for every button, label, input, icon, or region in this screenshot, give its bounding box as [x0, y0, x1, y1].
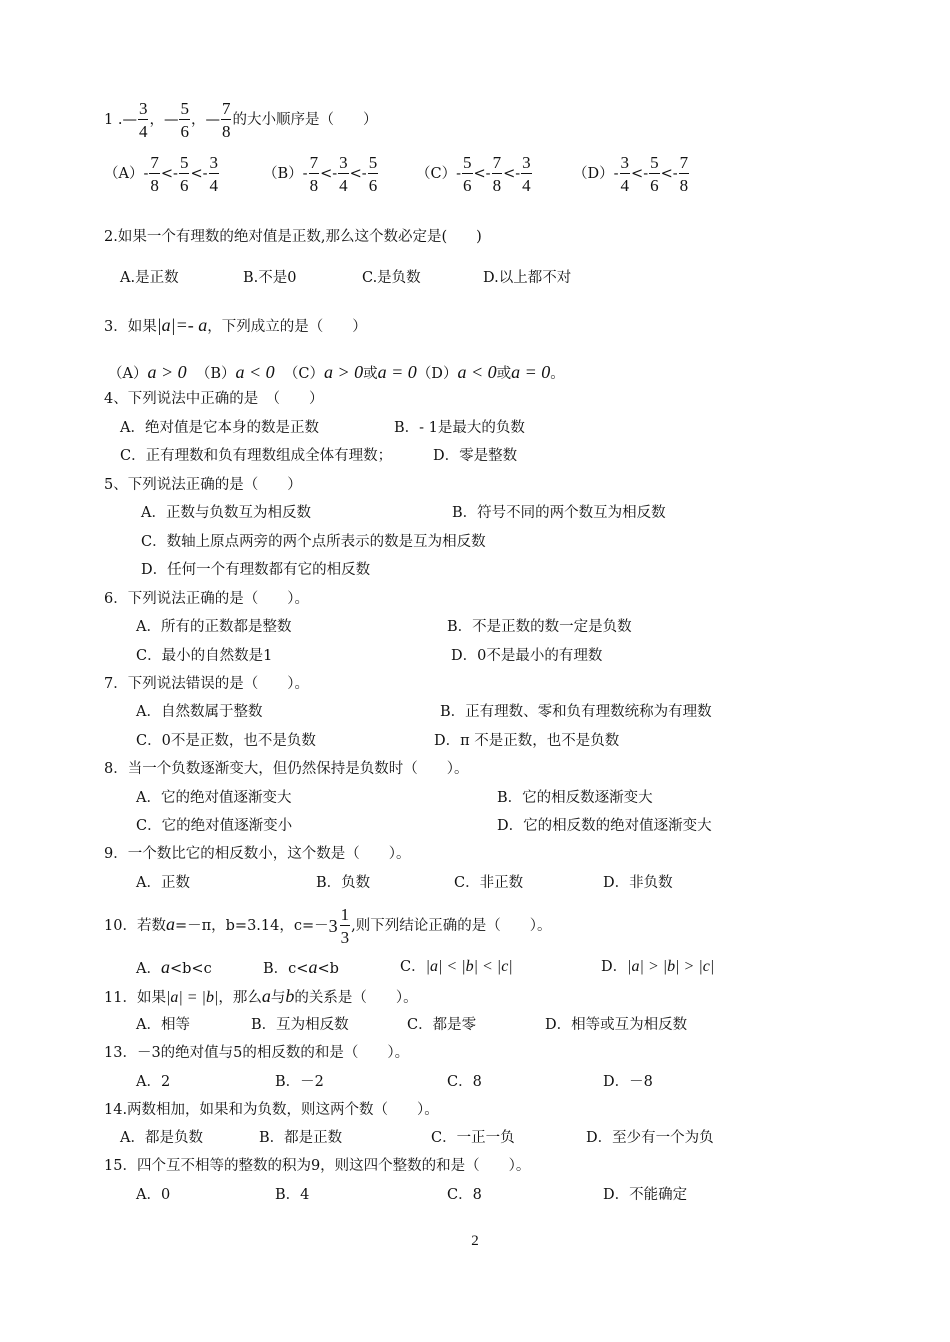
question-13-option-b: B．－2	[275, 1074, 324, 1090]
question-4-stem: 4、下列说法中正确的是 （ ）	[104, 391, 324, 407]
question-8-stem: 8．当一个负数逐渐变大，但仍然保持是负数时（ ）。	[104, 761, 469, 777]
question-6-option-a: A．所有的正数都是整数	[136, 619, 292, 635]
question-11-option-c: C．都是零	[407, 1017, 477, 1033]
question-11-option-b: B．互为相反数	[251, 1017, 349, 1033]
page-number: 2	[471, 1233, 479, 1249]
question-5-option-d: D．任何一个有理数都有它的相反数	[141, 562, 371, 578]
question-15-option-a: A．0	[136, 1187, 171, 1203]
question-5-option-a: A．正数与负数互为相反数	[141, 505, 311, 521]
question-14-option-b: B．都是正数	[259, 1130, 343, 1146]
question-9-stem: 9．一个数比它的相反数小，这个数是（ ）。	[104, 846, 411, 862]
question-14-stem: 14.两数相加，如果和为负数，则这两个数（ ）。	[104, 1102, 439, 1118]
question-4-option-d: D．零是整数	[433, 448, 518, 464]
question-8-option-a: A．它的绝对值逐渐变大	[136, 790, 292, 806]
question-4-option-b: B．- 1是最大的负数	[394, 420, 525, 436]
question-14-option-c: C．一正一负	[431, 1130, 515, 1146]
question-5-option-b: B．符号不同的两个数互为相反数	[452, 505, 666, 521]
question-2-option-a: A.是正数	[120, 270, 179, 286]
question-10-option-a: A．a<b<c	[136, 957, 212, 977]
question-10-option-c: C．|a| < |b| < |c|	[400, 958, 513, 975]
question-2-stem: 2.如果一个有理数的绝对值是正数,那么这个数必定是( )	[104, 229, 482, 245]
question-8-option-b: B．它的相反数逐渐变大	[497, 790, 653, 806]
question-11-stem: 11．如果|a| = |b|，那么a与b的关系是（ ）。	[104, 986, 418, 1006]
question-14-option-a: A．都是负数	[120, 1130, 203, 1146]
question-3-options: （A）a > 0 （B）a < 0 （C）a > 0或a = 0（D）a < 0或a = 0。	[108, 362, 565, 382]
question-7-option-a: A．自然数属于整数	[136, 704, 263, 720]
question-8-option-d: D．它的相反数的绝对值逐渐变大	[497, 818, 712, 834]
question-10-option-b: B．c<a<b	[263, 957, 339, 977]
question-13-option-a: A．2	[136, 1074, 171, 1090]
question-7-option-d: D．π 不是正数，也不是负数	[434, 733, 620, 749]
question-7-option-b: B．正有理数、零和负有理数统称为有理数	[440, 704, 712, 720]
question-2-option-b: B.不是0	[243, 270, 297, 286]
question-5-option-c: C．数轴上原点两旁的两个点所表示的数是互为相反数	[141, 534, 486, 550]
question-9-option-d: D．非负数	[603, 875, 673, 891]
question-1-option-b: （B）- $\frac{7}{8}$ <- $\frac{3}{4}$ <- $\frac{5}{6}$	[263, 153, 378, 195]
question-15-option-d: D．不能确定	[603, 1187, 688, 1203]
question-1-stem: 1 .— $\frac{3}{4}$ ，— $\frac{5}{6}$ ，— $\frac{7}{8}$ 的大小顺序是（ ）	[104, 99, 378, 141]
question-15-option-b: B．4	[275, 1187, 310, 1203]
question-15-option-c: C．8	[447, 1187, 482, 1203]
question-13-stem: 13．－3的绝对值与5的相反数的和是（ ）。	[104, 1045, 410, 1061]
question-10-stem: 10．若数a=－π，b=3.14，c=－ 3 $\frac{1}{3}$ ,则下列结论正确的是（ ）。	[104, 905, 552, 947]
abs-a-expression: |a|	[156, 315, 176, 335]
question-6-option-d: D．0不是最小的有理数	[451, 648, 603, 664]
question-14-option-d: D．至少有一个为负	[586, 1130, 714, 1146]
question-1-option-c: （C）- $\frac{5}{6}$ <- $\frac{7}{8}$ <- $\frac{3}{4}$	[416, 153, 531, 195]
question-10-option-d: D．|a| > |b| > |c|	[601, 958, 715, 975]
mixed-number-3-1-3: 3 $\frac{1}{3}$	[328, 905, 350, 947]
question-5-stem: 5、下列说法正确的是（ ）	[104, 477, 302, 493]
question-9-option-a: A．正数	[136, 875, 190, 891]
question-7-option-c: C．0不是正数，也不是负数	[136, 733, 316, 749]
question-13-option-d: D．－8	[603, 1074, 653, 1090]
question-9-option-c: C．非正数	[454, 875, 524, 891]
fraction-5-6: $\frac{5}{6}$	[180, 99, 189, 141]
question-7-stem: 7．下列说法错误的是（ ）。	[104, 676, 309, 692]
question-9-option-b: B．负数	[316, 875, 371, 891]
fraction-3-4: $\frac{3}{4}$	[138, 99, 148, 141]
question-11-option-a: A．相等	[136, 1017, 190, 1033]
question-4-option-c: C．正有理数和负有理数组成全体有理数；	[120, 448, 393, 464]
question-2-option-d: D.以上都不对	[483, 270, 572, 286]
question-3-stem: 3．如果|a|=- a，下列成立的是（ ）	[104, 315, 367, 335]
question-11-option-d: D．相等或互为相反数	[545, 1017, 688, 1033]
question-6-stem: 6．下列说法正确的是（ ）。	[104, 591, 309, 607]
question-1-option-d: （D）- $\frac{3}{4}$ <- $\frac{5}{6}$ <- $\frac{7}{8}$	[573, 153, 689, 195]
question-2-option-c: C.是负数	[362, 270, 421, 286]
question-1-number: 1 .	[104, 112, 123, 128]
question-6-option-c: C．最小的自然数是1	[136, 648, 273, 664]
question-13-option-c: C．8	[447, 1074, 482, 1090]
fraction-7-8: $\frac{7}{8}$	[221, 99, 231, 141]
question-15-stem: 15．四个互不相等的整数的积为9，则这四个整数的和是（ ）。	[104, 1158, 531, 1174]
question-8-option-c: C．它的绝对值逐渐变小	[136, 818, 293, 834]
question-4-option-a: A．绝对值是它本身的数是正数	[120, 420, 319, 436]
question-6-option-b: B．不是正数的数一定是负数	[447, 619, 632, 635]
question-1-option-a: （A）- $\frac{7}{8}$ <- $\frac{5}{6}$ <- $\frac{3}{4}$	[104, 153, 219, 195]
